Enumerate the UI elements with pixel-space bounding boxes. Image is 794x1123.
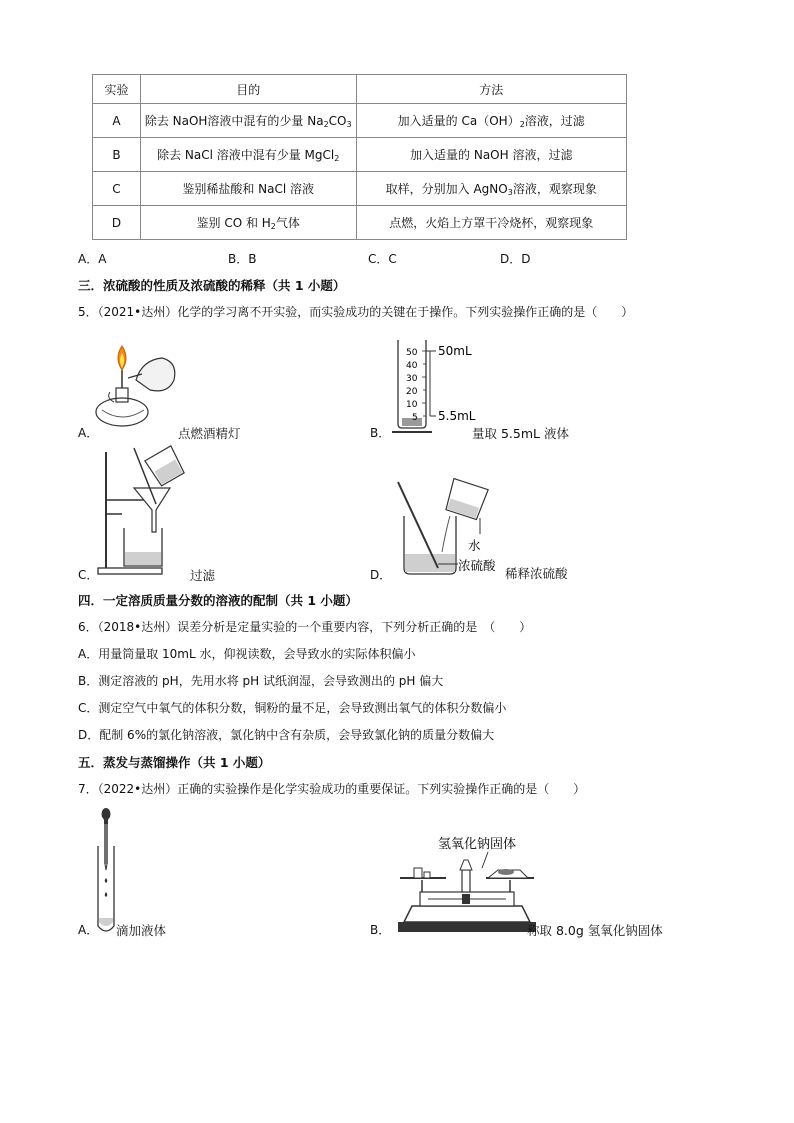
answer-a: A．A <box>78 252 107 266</box>
cylinder-tick-20: 20 <box>406 387 418 397</box>
row-id: D <box>93 206 141 240</box>
row-id: C <box>93 172 141 206</box>
table-row <box>93 172 627 206</box>
row-purpose: 鉴别 CO 和 $H_2$气体 <box>140 206 356 240</box>
q6-option-d: D．配制 6%的氯化钠溶液，氯化钠中含有杂质，会导致氯化钠的质量分数偏大 <box>78 728 495 742</box>
filtration-apparatus-icon <box>96 448 206 578</box>
q5-caption-c: 过滤 <box>190 568 216 583</box>
row-id: A <box>93 104 141 138</box>
question-7-stem: 7．（2022•达州）正确的实验操作是化学实验成功的重要保证。下列实验操作正确的是（ ） <box>78 782 586 796</box>
cylinder-tick-40: 40 <box>406 361 418 371</box>
q5-option-b-label: B． <box>370 426 391 440</box>
answer-d: D．D <box>500 252 531 266</box>
row-method: 加入适量的 NaOH 溶液，过滤 <box>356 138 627 172</box>
table-header: 实验 <box>93 75 141 104</box>
section-heading: 五．蒸发与蒸馏操作（共 1 小题） <box>78 755 271 770</box>
q6-option-b: B．测定溶液的 pH，先用水将 pH 试纸润湿，会导致测出的 pH 偏大 <box>78 674 444 688</box>
label-water: 水 <box>468 538 481 553</box>
row-id: B <box>93 138 141 172</box>
label-concentrated-acid: 浓硫酸 <box>458 558 496 573</box>
q7-caption-b: 称取 8.0g 氢氧化钠固体 <box>527 923 663 938</box>
row-method: 点燃，火焰上方罩干冷烧杯，观察现象 <box>356 206 627 240</box>
row-method: 加入适量的 $Ca(OH)_2$溶液，过滤 <box>356 104 627 138</box>
q5-caption-a: 点燃酒精灯 <box>178 426 241 441</box>
table-header: 目的 <box>140 75 356 104</box>
cylinder-tick-50: 50 <box>406 348 418 358</box>
q6-option-a: A．用量筒量取 10mL 水，仰视读数，会导致水的实际体积偏小 <box>78 647 416 661</box>
graduated-cylinder-icon <box>392 336 482 436</box>
q7-option-a-label: A． <box>78 923 99 937</box>
question-5-stem: 5．（2021•达州）化学的学习离不开实验，而实验成功的关键在于操作。下列实验操作正确的是（ ） <box>78 305 634 319</box>
balance-scale-icon <box>392 830 542 936</box>
q7-caption-a: 滴加液体 <box>116 923 167 938</box>
cylinder-label-bottom: 5.5mL <box>438 409 476 423</box>
row-method: 取样，分别加入 AgNO$_3$溶液，观察现象 <box>356 172 627 206</box>
cylinder-tick-30: 30 <box>406 374 418 384</box>
row-purpose: 鉴别稀盐酸和 NaCl 溶液 <box>140 172 356 206</box>
answer-b: B．B <box>228 252 257 266</box>
alcohol-lamp-lighting-icon <box>92 340 182 435</box>
table-header: 方法 <box>356 75 627 104</box>
experiment-table <box>92 74 627 240</box>
q5-option-c-label: C． <box>78 568 99 582</box>
dropper-test-tube-icon <box>94 808 118 936</box>
cylinder-tick-10: 10 <box>406 400 418 410</box>
answer-c: C．C <box>368 252 397 266</box>
q7-option-b-label: B． <box>370 923 391 937</box>
table-row <box>93 104 627 138</box>
q5-option-d-label: D． <box>370 568 392 582</box>
table-header-row <box>93 75 627 104</box>
table-row <box>93 138 627 172</box>
question-6-stem: 6．（2018•达州）误差分析是定量实验的一个重要内容，下列分析正确的是 （ ） <box>78 620 532 634</box>
section-heading: 四．一定溶质质量分数的溶液的配制（共 1 小题） <box>78 593 358 608</box>
row-purpose: 除去 NaOH溶液中混有的少量 $Na_2CO_3$ <box>140 104 356 138</box>
section-heading: 三．浓硫酸的性质及浓硫酸的稀释（共 1 小题） <box>78 278 346 293</box>
q5-caption-d: 稀释浓硫酸 <box>505 566 568 581</box>
cylinder-tick-5: 5 <box>412 413 418 423</box>
cylinder-label-top: 50mL <box>438 344 472 358</box>
row-purpose: 除去 NaCl 溶液中混有少量 MgCl$_2$ <box>140 138 356 172</box>
q5-option-a-label: A． <box>78 426 99 440</box>
q6-option-c: C．测定空气中氧气的体积分数，铜粉的量不足，会导致测出氧气的体积分数偏小 <box>78 701 507 715</box>
label-sodium-hydroxide-solid: 氢氧化钠固体 <box>438 837 517 852</box>
q5-caption-b: 量取 5.5mL 液体 <box>472 426 569 441</box>
table-row <box>93 206 627 240</box>
